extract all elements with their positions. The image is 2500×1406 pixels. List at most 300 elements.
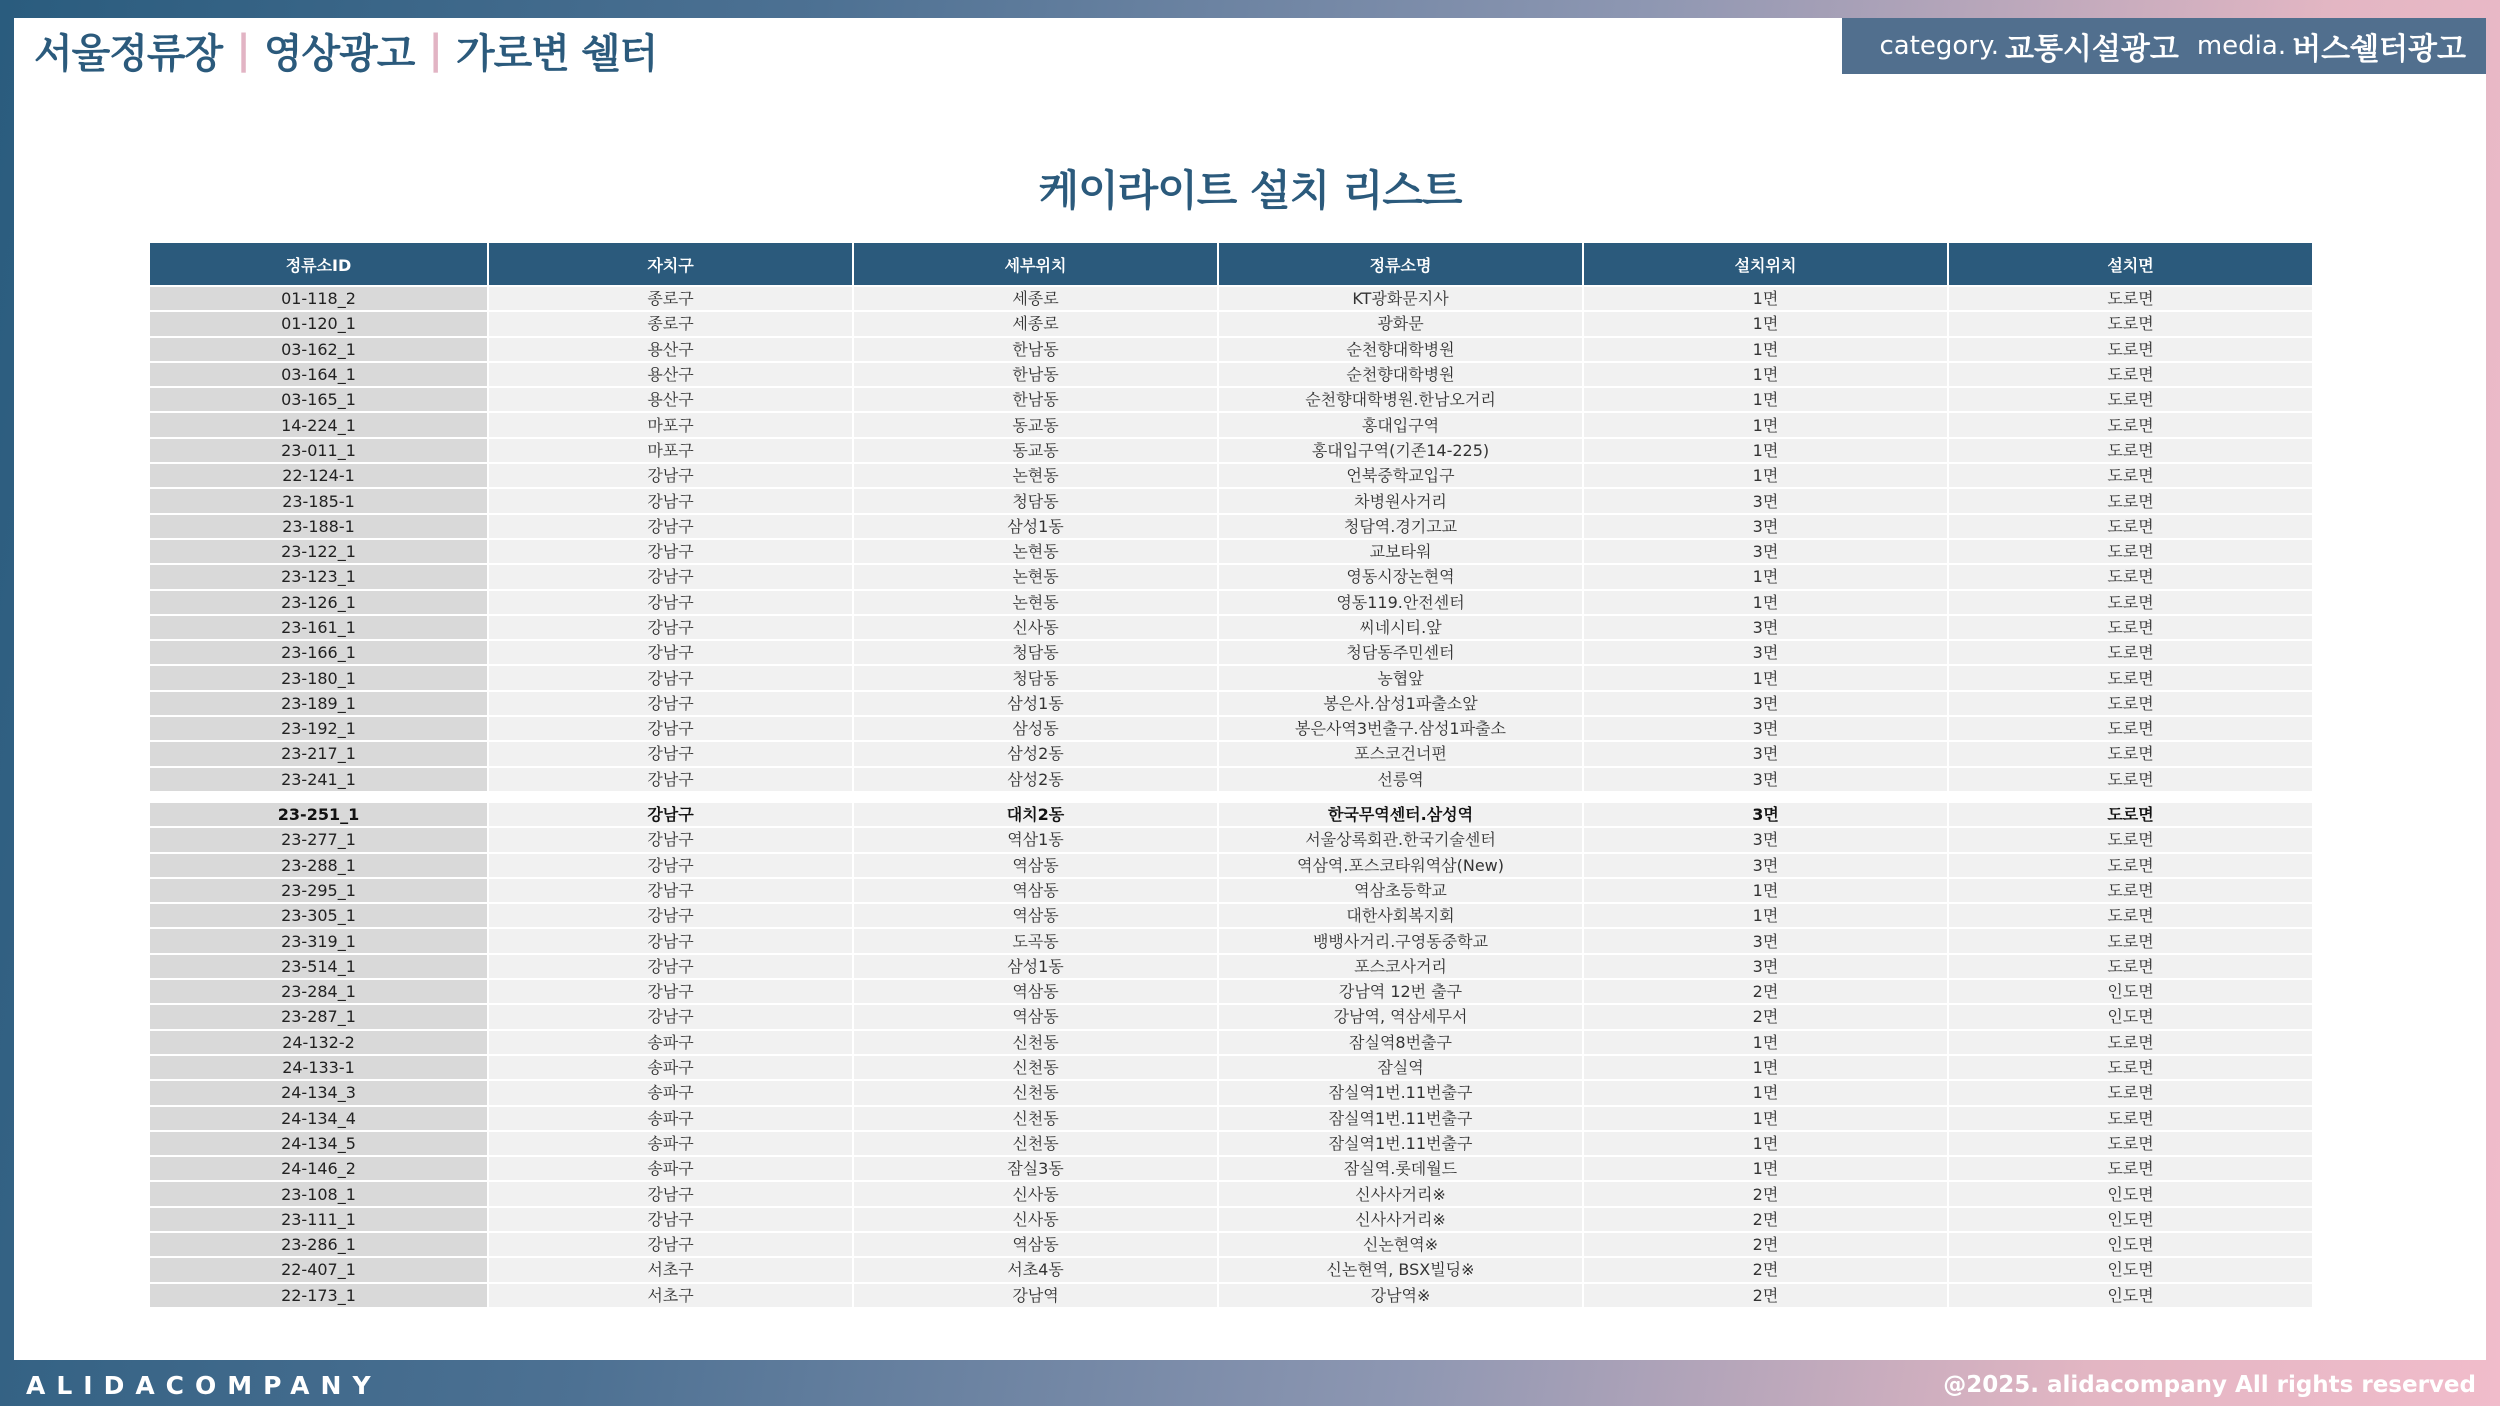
cell-stop-id: 23-126_1: [150, 591, 487, 616]
table-row: [150, 388, 2312, 413]
cell-install-side: 도로면: [1949, 591, 2312, 616]
table-row: [150, 1107, 2312, 1132]
cell-detail-location: 신천동: [854, 1132, 1217, 1157]
cell-stop-name: 신논현역※: [1219, 1233, 1582, 1258]
table-row: [150, 540, 2312, 565]
cell-stop-id: 23-192_1: [150, 717, 487, 742]
cell-district: 강남구: [489, 489, 852, 514]
cell-stop-name: 청담동주민센터: [1219, 641, 1582, 666]
cell-install-side: 인도면: [1949, 1182, 2312, 1207]
cell-stop-name: 서울상록회관.한국기술센터: [1219, 828, 1582, 853]
cell-detail-location: 도곡동: [854, 929, 1217, 954]
cell-stop-id: 23-180_1: [150, 666, 487, 691]
footer-copyright: @2025. alidacompany All rights reserved: [1943, 1372, 2476, 1398]
cell-district: 강남구: [489, 1233, 852, 1258]
table-row: [150, 1284, 2312, 1309]
cell-stop-id: 23-277_1: [150, 828, 487, 853]
cell-detail-location: 강남역: [854, 1284, 1217, 1309]
cell-stop-id: 23-286_1: [150, 1233, 487, 1258]
table-row: [150, 666, 2312, 691]
cell-install-position: 3면: [1584, 641, 1947, 666]
cell-stop-name: 포스코사거리: [1219, 955, 1582, 980]
table-row: [150, 803, 2312, 828]
cell-stop-id: 23-241_1: [150, 768, 487, 793]
cell-stop-name: 대한사회복지회: [1219, 904, 1582, 929]
cell-detail-location: 세종로: [854, 287, 1217, 312]
cell-detail-location: 역삼동: [854, 879, 1217, 904]
column-header-install-side: 설치면: [1949, 243, 2312, 287]
table-row: [150, 515, 2312, 540]
table-row: [150, 464, 2312, 489]
cell-install-side: 도로면: [1949, 1107, 2312, 1132]
cell-install-side: 도로면: [1949, 854, 2312, 879]
title-part-shelter: 가로변 쉘터: [455, 30, 658, 77]
cell-detail-location: 동교동: [854, 413, 1217, 438]
cell-district: 강남구: [489, 666, 852, 691]
table-row: [150, 1233, 2312, 1258]
cell-stop-id: 24-133-1: [150, 1056, 487, 1081]
table-row: [150, 287, 2312, 312]
table-row: [150, 439, 2312, 464]
cell-district: 마포구: [489, 413, 852, 438]
cell-stop-id: 23-284_1: [150, 980, 487, 1005]
cell-install-position: 2면: [1584, 1182, 1947, 1207]
cell-detail-location: 신사동: [854, 1182, 1217, 1207]
cell-detail-location: 신천동: [854, 1107, 1217, 1132]
cell-detail-location: 역삼동: [854, 904, 1217, 929]
cell-install-side: 도로면: [1949, 1031, 2312, 1056]
cell-install-side: 도로면: [1949, 287, 2312, 312]
cell-district: 용산구: [489, 338, 852, 363]
cell-district: 강남구: [489, 1182, 852, 1207]
table-row: [150, 616, 2312, 641]
cell-detail-location: 삼성동: [854, 717, 1217, 742]
cell-detail-location: 청담동: [854, 666, 1217, 691]
table-row: [150, 692, 2312, 717]
table-row: [150, 1258, 2312, 1283]
cell-stop-id: 23-189_1: [150, 692, 487, 717]
cell-install-position: 1면: [1584, 464, 1947, 489]
table-header-row: [150, 243, 2312, 287]
cell-district: 종로구: [489, 287, 852, 312]
cell-stop-name: 역삼역.포스코타워역삼(New): [1219, 854, 1582, 879]
cell-detail-location: 논현동: [854, 591, 1217, 616]
cell-stop-name: 순천향대학병원: [1219, 338, 1582, 363]
table-row: [150, 768, 2312, 793]
cell-stop-id: 01-120_1: [150, 312, 487, 337]
cell-stop-name: 잠실역.롯데월드: [1219, 1157, 1582, 1182]
cell-stop-id: 23-305_1: [150, 904, 487, 929]
table-row: [150, 363, 2312, 388]
cell-district: 송파구: [489, 1107, 852, 1132]
cell-stop-id: 03-162_1: [150, 338, 487, 363]
title-part-seoul-stop: 서울정류장: [34, 30, 223, 77]
cell-detail-location: 역삼동: [854, 1005, 1217, 1030]
cell-install-position: 1면: [1584, 1031, 1947, 1056]
cell-install-position: 1면: [1584, 904, 1947, 929]
cell-install-position: 3면: [1584, 768, 1947, 793]
cell-stop-id: 23-514_1: [150, 955, 487, 980]
cell-stop-name: 잠실역1번.11번출구: [1219, 1081, 1582, 1106]
cell-detail-location: 한남동: [854, 338, 1217, 363]
cell-district: 강남구: [489, 717, 852, 742]
cell-stop-name: 뱅뱅사거리.구영동중학교: [1219, 929, 1582, 954]
table-row: [150, 717, 2312, 742]
table-row: [150, 1056, 2312, 1081]
category-media-tag: [1842, 18, 2486, 74]
cell-district: 서초구: [489, 1258, 852, 1283]
cell-district: 강남구: [489, 803, 852, 828]
cell-district: 강남구: [489, 879, 852, 904]
footer-brand: ALIDACOMPANY: [26, 1370, 382, 1400]
table-group-gap: [150, 793, 2312, 803]
cell-install-position: 2면: [1584, 1258, 1947, 1283]
cell-install-position: 3면: [1584, 616, 1947, 641]
column-header-stop-id: 정류소ID: [150, 243, 487, 287]
table-row: [150, 929, 2312, 954]
cell-install-position: 3면: [1584, 828, 1947, 853]
cell-detail-location: 논현동: [854, 565, 1217, 590]
cell-district: 강남구: [489, 1005, 852, 1030]
table-row: [150, 879, 2312, 904]
cell-detail-location: 역삼1동: [854, 828, 1217, 853]
cell-stop-name: 강남역, 역삼세무서: [1219, 1005, 1582, 1030]
cell-district: 강남구: [489, 854, 852, 879]
cell-detail-location: 신천동: [854, 1081, 1217, 1106]
cell-stop-name: 홍대입구역(기존14-225): [1219, 439, 1582, 464]
cell-install-side: 도로면: [1949, 1056, 2312, 1081]
cell-detail-location: 청담동: [854, 489, 1217, 514]
cell-install-side: 도로면: [1949, 1081, 2312, 1106]
cell-detail-location: 역삼동: [854, 854, 1217, 879]
cell-install-position: 3면: [1584, 489, 1947, 514]
cell-stop-id: 23-161_1: [150, 616, 487, 641]
cell-install-position: 1면: [1584, 879, 1947, 904]
cell-install-side: 도로면: [1949, 616, 2312, 641]
cell-stop-name: 선릉역: [1219, 768, 1582, 793]
cell-install-position: 1면: [1584, 1157, 1947, 1182]
table-row: [150, 489, 2312, 514]
cell-district: 용산구: [489, 363, 852, 388]
cell-stop-name: 역삼초등학교: [1219, 879, 1582, 904]
cell-install-position: 1면: [1584, 1056, 1947, 1081]
table-row: [150, 1132, 2312, 1157]
cell-district: 강남구: [489, 742, 852, 767]
cell-stop-name: 잠실역8번출구: [1219, 1031, 1582, 1056]
cell-install-position: 1면: [1584, 287, 1947, 312]
cell-stop-id: 22-124-1: [150, 464, 487, 489]
cell-detail-location: 신사동: [854, 616, 1217, 641]
table-row: [150, 1031, 2312, 1056]
cell-detail-location: 삼성2동: [854, 768, 1217, 793]
cell-district: 마포구: [489, 439, 852, 464]
cell-district: 송파구: [489, 1031, 852, 1056]
cell-stop-id: 03-164_1: [150, 363, 487, 388]
table-row: [150, 1182, 2312, 1207]
cell-stop-id: 24-146_2: [150, 1157, 487, 1182]
cell-detail-location: 서초4동: [854, 1258, 1217, 1283]
cell-stop-name: 순천향대학병원: [1219, 363, 1582, 388]
cell-stop-name: 신사사거리※: [1219, 1208, 1582, 1233]
cell-install-side: 도로면: [1949, 312, 2312, 337]
cell-install-position: 2면: [1584, 1233, 1947, 1258]
cell-detail-location: 청담동: [854, 641, 1217, 666]
cell-stop-id: 23-287_1: [150, 1005, 487, 1030]
cell-install-side: 도로면: [1949, 666, 2312, 691]
cell-district: 강남구: [489, 565, 852, 590]
cell-install-position: 3면: [1584, 803, 1947, 828]
cell-install-position: 1면: [1584, 363, 1947, 388]
cell-stop-name: 영동시장논현역: [1219, 565, 1582, 590]
cell-stop-name: 봉은사.삼성1파출소앞: [1219, 692, 1582, 717]
cell-stop-id: 23-251_1: [150, 803, 487, 828]
title-separator: |: [428, 27, 442, 73]
cell-install-side: 도로면: [1949, 803, 2312, 828]
cell-detail-location: 신천동: [854, 1031, 1217, 1056]
cell-district: 강남구: [489, 591, 852, 616]
cell-install-position: 3면: [1584, 717, 1947, 742]
cell-stop-id: 24-132-2: [150, 1031, 487, 1056]
cell-district: 강남구: [489, 980, 852, 1005]
column-header-detail-location: 세부위치: [854, 243, 1217, 287]
media-label: media.: [2196, 31, 2287, 61]
cell-stop-name: 차병원사거리: [1219, 489, 1582, 514]
cell-install-side: 도로면: [1949, 717, 2312, 742]
cell-stop-id: 23-185-1: [150, 489, 487, 514]
cell-stop-name: 씨네시티.앞: [1219, 616, 1582, 641]
table-row: [150, 904, 2312, 929]
cell-install-side: 도로면: [1949, 929, 2312, 954]
cell-install-side: 도로면: [1949, 338, 2312, 363]
cell-install-side: 도로면: [1949, 692, 2312, 717]
cell-district: 서초구: [489, 1284, 852, 1309]
cell-detail-location: 삼성2동: [854, 742, 1217, 767]
cell-install-side: 도로면: [1949, 565, 2312, 590]
install-list-table: [150, 243, 2308, 1309]
cell-stop-name: 잠실역: [1219, 1056, 1582, 1081]
column-header-install-position: 설치위치: [1584, 243, 1947, 287]
cell-stop-name: 신논현역, BSX빌딩※: [1219, 1258, 1582, 1283]
table-row: [150, 1005, 2312, 1030]
cell-district: 강남구: [489, 768, 852, 793]
cell-stop-name: 언북중학교입구: [1219, 464, 1582, 489]
cell-stop-id: 24-134_3: [150, 1081, 487, 1106]
cell-install-position: 3면: [1584, 742, 1947, 767]
cell-install-side: 도로면: [1949, 1132, 2312, 1157]
table-row: [150, 955, 2312, 980]
cell-install-position: 2면: [1584, 1208, 1947, 1233]
cell-install-side: 도로면: [1949, 363, 2312, 388]
cell-district: 강남구: [489, 692, 852, 717]
cell-install-side: 도로면: [1949, 828, 2312, 853]
table-row: [150, 742, 2312, 767]
table-row: [150, 413, 2312, 438]
cell-stop-name: 포스코건너편: [1219, 742, 1582, 767]
cell-detail-location: 역삼동: [854, 980, 1217, 1005]
cell-district: 강남구: [489, 616, 852, 641]
cell-stop-id: 24-134_5: [150, 1132, 487, 1157]
cell-district: 강남구: [489, 515, 852, 540]
cell-install-position: 1면: [1584, 413, 1947, 438]
cell-stop-id: 23-288_1: [150, 854, 487, 879]
cell-install-side: 도로면: [1949, 439, 2312, 464]
cell-install-position: 1면: [1584, 565, 1947, 590]
cell-detail-location: 잠실3동: [854, 1157, 1217, 1182]
cell-stop-id: 23-011_1: [150, 439, 487, 464]
table-row: [150, 338, 2312, 363]
cell-stop-id: 23-111_1: [150, 1208, 487, 1233]
cell-detail-location: 논현동: [854, 464, 1217, 489]
cell-install-side: 도로면: [1949, 742, 2312, 767]
cell-install-position: 2면: [1584, 1284, 1947, 1309]
cell-install-side: 도로면: [1949, 489, 2312, 514]
cell-install-side: 도로면: [1949, 464, 2312, 489]
cell-detail-location: 한남동: [854, 388, 1217, 413]
cell-district: 강남구: [489, 904, 852, 929]
cell-stop-name: 순천향대학병원.한남오거리: [1219, 388, 1582, 413]
cell-detail-location: 신사동: [854, 1208, 1217, 1233]
cell-install-position: 1면: [1584, 439, 1947, 464]
cell-install-position: 1면: [1584, 1107, 1947, 1132]
cell-install-position: 3면: [1584, 692, 1947, 717]
cell-stop-name: 강남역※: [1219, 1284, 1582, 1309]
cell-install-side: 도로면: [1949, 1157, 2312, 1182]
cell-district: 송파구: [489, 1132, 852, 1157]
table-row: [150, 980, 2312, 1005]
cell-detail-location: 삼성1동: [854, 955, 1217, 980]
media-value: 버스쉘터광고: [2292, 32, 2466, 67]
cell-detail-location: 세종로: [854, 312, 1217, 337]
cell-stop-name: 광화문: [1219, 312, 1582, 337]
category-value: 교통시설광고: [2004, 32, 2179, 67]
title-part-video-ad: 영상광고: [263, 30, 415, 77]
cell-stop-id: 23-319_1: [150, 929, 487, 954]
cell-stop-name: 한국무역센터.삼성역: [1219, 803, 1582, 828]
table-row: [150, 1081, 2312, 1106]
title-separator: |: [236, 27, 250, 73]
cell-install-side: 도로면: [1949, 388, 2312, 413]
table-row: [150, 565, 2312, 590]
cell-stop-id: 03-165_1: [150, 388, 487, 413]
cell-stop-name: 강남역 12번 출구: [1219, 980, 1582, 1005]
cell-detail-location: 한남동: [854, 363, 1217, 388]
cell-district: 강남구: [489, 1208, 852, 1233]
cell-stop-name: 잠실역1번.11번출구: [1219, 1132, 1582, 1157]
cell-stop-name: KT광화문지사: [1219, 287, 1582, 312]
cell-install-position: 3면: [1584, 515, 1947, 540]
cell-stop-name: 잠실역1번.11번출구: [1219, 1107, 1582, 1132]
cell-stop-name: 봉은사역3번출구.삼성1파출소: [1219, 717, 1582, 742]
cell-install-position: 3면: [1584, 540, 1947, 565]
cell-install-side: 도로면: [1949, 515, 2312, 540]
cell-stop-id: 01-118_2: [150, 287, 487, 312]
cell-district: 강남구: [489, 464, 852, 489]
cell-install-position: 3면: [1584, 955, 1947, 980]
column-header-stop-name: 정류소명: [1219, 243, 1582, 287]
cell-stop-id: 23-295_1: [150, 879, 487, 904]
list-title: 케이라이트 설치 리스트: [1038, 166, 1462, 215]
cell-stop-id: 23-122_1: [150, 540, 487, 565]
cell-stop-id: 23-188-1: [150, 515, 487, 540]
cell-stop-id: 14-224_1: [150, 413, 487, 438]
cell-district: 송파구: [489, 1081, 852, 1106]
cell-detail-location: 삼성1동: [854, 692, 1217, 717]
cell-detail-location: 삼성1동: [854, 515, 1217, 540]
cell-stop-id: 24-134_4: [150, 1107, 487, 1132]
cell-install-side: 도로면: [1949, 540, 2312, 565]
cell-install-position: 1면: [1584, 666, 1947, 691]
cell-stop-id: 22-173_1: [150, 1284, 487, 1309]
cell-install-side: 인도면: [1949, 1284, 2312, 1309]
cell-install-side: 인도면: [1949, 1233, 2312, 1258]
cell-install-side: 도로면: [1949, 768, 2312, 793]
cell-install-side: 인도면: [1949, 1258, 2312, 1283]
cell-district: 송파구: [489, 1056, 852, 1081]
table-row: [150, 641, 2312, 666]
cell-district: 종로구: [489, 312, 852, 337]
cell-district: 강남구: [489, 929, 852, 954]
cell-stop-name: 교보타워: [1219, 540, 1582, 565]
cell-stop-name: 신사사거리※: [1219, 1182, 1582, 1207]
cell-district: 강남구: [489, 540, 852, 565]
table-row: [150, 1208, 2312, 1233]
cell-stop-id: 23-217_1: [150, 742, 487, 767]
cell-stop-id: 23-123_1: [150, 565, 487, 590]
cell-district: 용산구: [489, 388, 852, 413]
cell-install-side: 도로면: [1949, 641, 2312, 666]
cell-stop-id: 23-166_1: [150, 641, 487, 666]
cell-detail-location: 역삼동: [854, 1233, 1217, 1258]
cell-district: 강남구: [489, 828, 852, 853]
cell-install-position: 1면: [1584, 1081, 1947, 1106]
cell-stop-name: 청담역.경기고교: [1219, 515, 1582, 540]
cell-install-position: 1면: [1584, 312, 1947, 337]
cell-install-position: 2면: [1584, 1005, 1947, 1030]
cell-install-side: 인도면: [1949, 980, 2312, 1005]
cell-stop-id: 22-407_1: [150, 1258, 487, 1283]
table-row: [150, 1157, 2312, 1182]
cell-stop-name: 영동119.안전센터: [1219, 591, 1582, 616]
cell-install-position: 1면: [1584, 338, 1947, 363]
cell-detail-location: 신천동: [854, 1056, 1217, 1081]
column-header-district: 자치구: [489, 243, 852, 287]
cell-install-position: 1면: [1584, 591, 1947, 616]
cell-install-position: 1면: [1584, 388, 1947, 413]
cell-stop-id: 23-108_1: [150, 1182, 487, 1207]
cell-detail-location: 대치2동: [854, 803, 1217, 828]
cell-district: 강남구: [489, 641, 852, 666]
cell-install-side: 인도면: [1949, 1005, 2312, 1030]
table-row: [150, 828, 2312, 853]
table-row: [150, 312, 2312, 337]
cell-install-position: 3면: [1584, 854, 1947, 879]
page-title: [34, 22, 657, 78]
cell-stop-name: 농협앞: [1219, 666, 1582, 691]
cell-install-side: 도로면: [1949, 879, 2312, 904]
cell-detail-location: 동교동: [854, 439, 1217, 464]
category-label: category.: [1879, 31, 1999, 61]
cell-district: 송파구: [489, 1157, 852, 1182]
cell-install-side: 도로면: [1949, 955, 2312, 980]
table-row: [150, 591, 2312, 616]
table-row: [150, 854, 2312, 879]
cell-install-position: 2면: [1584, 980, 1947, 1005]
cell-install-position: 3면: [1584, 929, 1947, 954]
cell-stop-name: 홍대입구역: [1219, 413, 1582, 438]
cell-install-side: 인도면: [1949, 1208, 2312, 1233]
cell-install-position: 1면: [1584, 1132, 1947, 1157]
cell-detail-location: 논현동: [854, 540, 1217, 565]
